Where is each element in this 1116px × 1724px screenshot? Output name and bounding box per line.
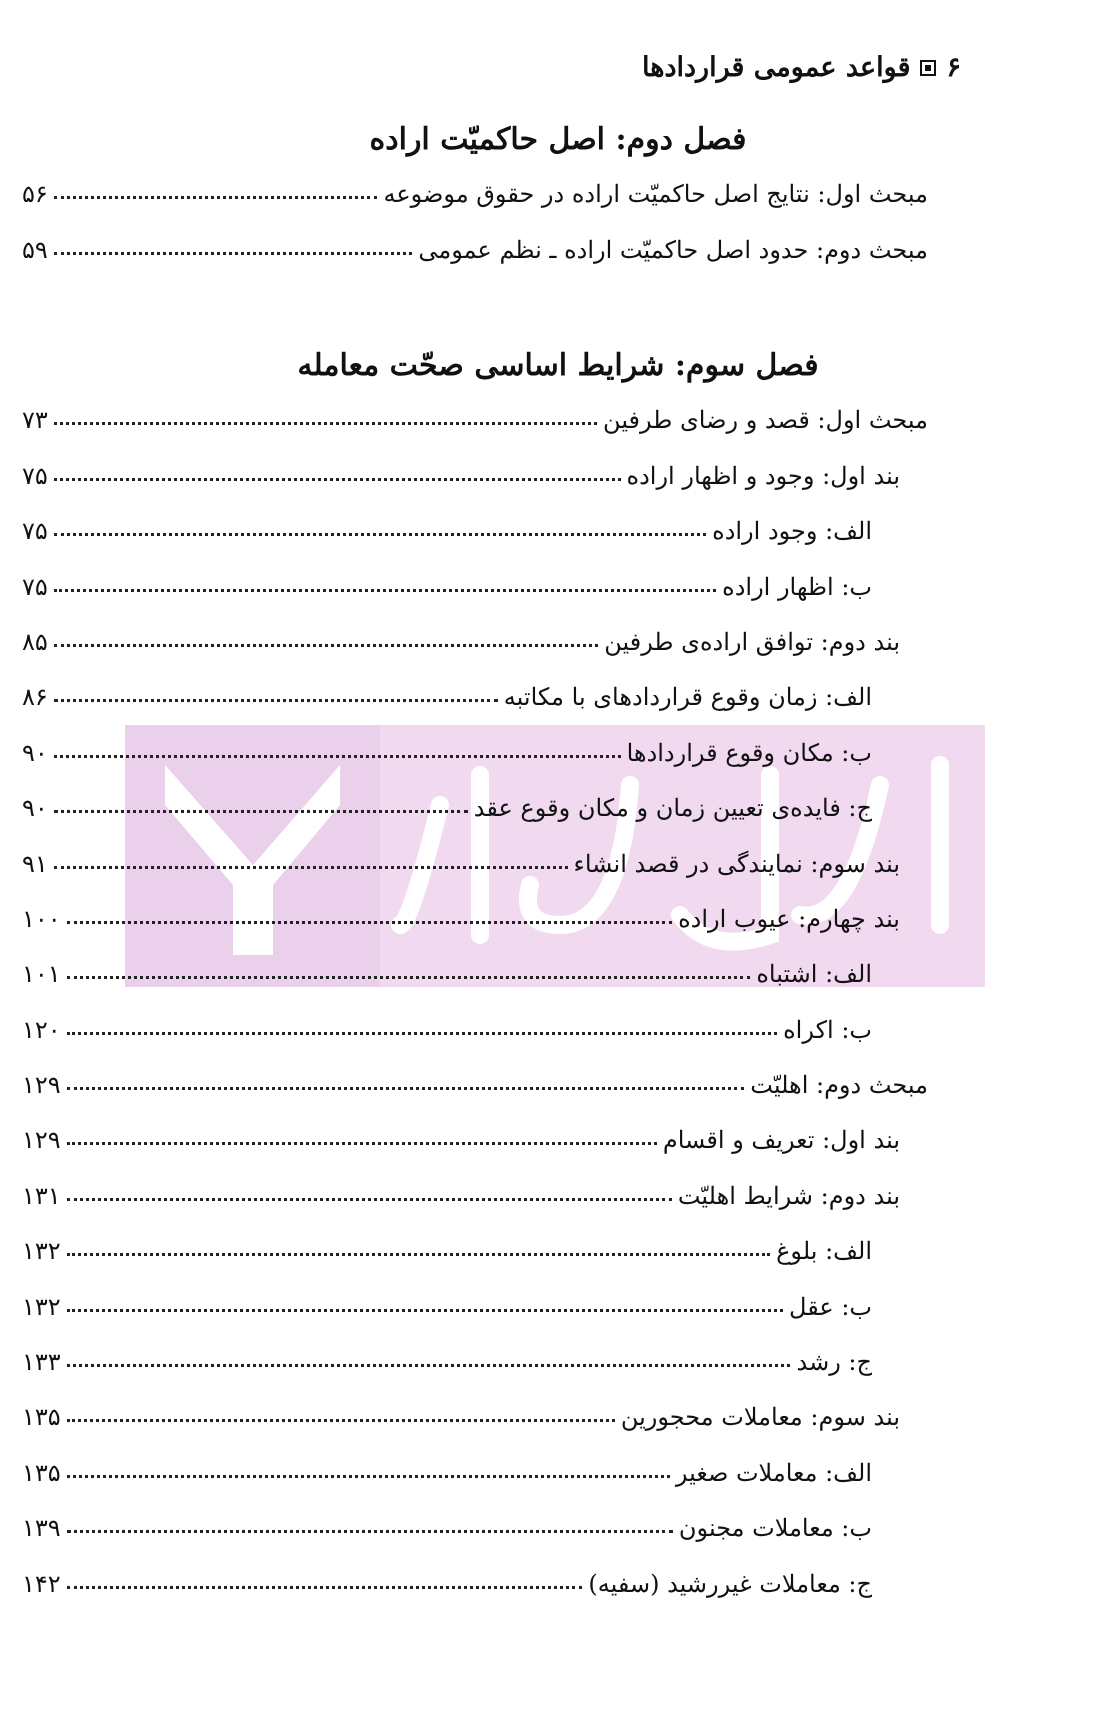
toc-entry-title: بند دوم: توافق اراده‌ی طرفین [604,628,900,656]
toc-entry-title: بند اول: تعریف و اقسام [662,1126,900,1154]
toc-entry[interactable] [22,1004,872,1044]
toc-entry-title: ب: اکراه [783,1016,872,1044]
dot-leader [67,1475,670,1478]
toc-entry-page: ۱۲۰ [22,1016,61,1044]
toc-entry[interactable] [22,616,900,656]
toc-entry-page: ۱۲۹ [22,1071,61,1099]
toc-entry-title: بند سوم: نمایندگی در قصد انشاء [573,850,900,878]
toc-entry[interactable] [22,1336,872,1376]
toc-entry-page: ۹۰ [22,739,48,767]
toc-entry[interactable] [22,782,872,822]
toc-entry[interactable] [22,671,872,711]
dot-leader [67,976,751,979]
toc-entry-page: ۱۳۹ [22,1514,61,1542]
toc-entry-title: مبحث دوم: حدود اصل حاکمیّت اراده ـ نظم عمومی [418,236,928,264]
toc-entry[interactable] [22,1281,872,1321]
toc-entry-page: ۱۰۰ [22,905,61,933]
toc-entry-title: مبحث دوم: اهلیّت [750,1071,928,1099]
toc-entry-page: ۵۹ [22,236,48,264]
dot-leader [54,422,597,425]
toc-entry-title: مبحث اول: قصد و رضای طرفین [603,406,928,434]
dot-leader [54,478,621,481]
dot-leader [67,1087,745,1090]
toc-entry-title: بند سوم: معاملات محجورین [620,1403,900,1431]
toc-entry-page: ۱۳۳ [22,1348,61,1376]
toc-entry-page: ۸۵ [22,628,48,656]
dot-leader [54,644,598,647]
dot-leader [67,1309,783,1312]
page-number: ۶ [946,52,961,83]
toc-entry-title: ب: معاملات مجنون [678,1514,872,1542]
dot-leader [67,1586,583,1589]
dot-leader [54,810,468,813]
toc-entry-title: ب: عقل [789,1293,872,1321]
toc-entry-title: ب: اظهار اراده [722,573,872,601]
toc-entry[interactable] [22,1391,900,1431]
toc-entry[interactable] [22,1225,872,1265]
toc-entry-page: ۱۴۲ [22,1570,61,1598]
toc-entry-title: الف: اشتباه [756,960,872,988]
toc-entry-title: الف: زمان وقوع قراردادهای با مکاتبه [503,683,872,711]
toc-entry-page: ۱۰۱ [22,960,61,988]
dot-leader [67,1142,657,1145]
toc-entry[interactable] [22,1170,900,1210]
toc-entry-page: ۷۵ [22,462,48,490]
dot-leader [54,252,413,255]
toc-entry-page: ۷۵ [22,573,48,601]
toc-entry-page: ۱۳۵ [22,1459,61,1487]
dot-leader [54,589,716,592]
toc-entry-title: الف: بلوغ [776,1237,872,1265]
dot-leader [67,1198,672,1201]
toc-entry[interactable] [22,838,900,878]
toc-entry-page: ۱۳۲ [22,1237,61,1265]
dot-leader [67,1530,673,1533]
toc-entry[interactable] [22,561,872,601]
toc-entry[interactable] [22,1502,872,1542]
toc-entry[interactable] [22,948,872,988]
dot-leader [54,196,378,199]
toc-entry-title: بند دوم: شرایط اهلیّت [677,1182,900,1210]
toc-entry-page: ۸۶ [22,683,48,711]
square-bullet-icon [920,60,936,76]
toc-entry-page: ۷۳ [22,406,48,434]
toc-entry-page: ۱۳۵ [22,1403,61,1431]
toc-entry[interactable] [22,394,928,434]
dot-leader [54,755,621,758]
toc-entry[interactable] [22,505,872,545]
chapter-title: فصل سوم: شرایط اساسی صحّت معامله [297,348,819,383]
toc-entry[interactable] [22,893,900,933]
dot-leader [54,866,568,869]
toc-entry[interactable] [22,450,900,490]
toc-entry[interactable] [22,1558,872,1598]
toc-entry[interactable] [22,1114,900,1154]
toc-entry-title: الف: وجود اراده [712,517,872,545]
toc-entry-page: ۷۵ [22,517,48,545]
toc-entry-page: ۱۳۱ [22,1182,61,1210]
chapter-title: فصل دوم: اصل حاکمیّت اراده [369,122,747,157]
toc-entry-title: الف: معاملات صغیر [675,1459,872,1487]
toc-entry[interactable] [22,1447,872,1487]
toc-entry-title: مبحث اول: نتایج اصل حاکمیّت اراده در حقوق موضوعه [383,180,928,208]
toc-entry[interactable] [22,168,928,208]
toc-entry-page: ۹۱ [22,850,48,878]
toc-entry-title: بند اول: وجود و اظهار اراده [626,462,900,490]
page-header [642,52,961,83]
toc-entry-page: ۹۰ [22,794,48,822]
toc-entry[interactable] [22,1059,928,1099]
toc-entry-title: ج: معاملات غیررشید (سفیه) [588,1570,872,1598]
toc-entry-page: ۱۳۲ [22,1293,61,1321]
book-title: قواعد عمومی قراردادها [642,52,911,83]
toc-entry[interactable] [22,727,872,767]
dot-leader [67,1419,615,1422]
toc-entry[interactable] [22,224,928,264]
toc-entry-title: ج: رشد [796,1348,872,1376]
toc-entry-page: ۵۶ [22,180,48,208]
dot-leader [54,699,498,702]
dot-leader [54,533,706,536]
dot-leader [67,1032,777,1035]
toc-entry-title: ج: فایده‌ی تعیین زمان و مکان وقوع عقد [473,794,872,822]
dot-leader [67,1364,791,1367]
toc-entry-page: ۱۲۹ [22,1126,61,1154]
toc-entry-title: بند چهارم: عیوب اراده [678,905,900,933]
dot-leader [67,1253,770,1256]
toc-entry-title: ب: مکان وقوع قراردادها [626,739,872,767]
dot-leader [67,921,672,924]
